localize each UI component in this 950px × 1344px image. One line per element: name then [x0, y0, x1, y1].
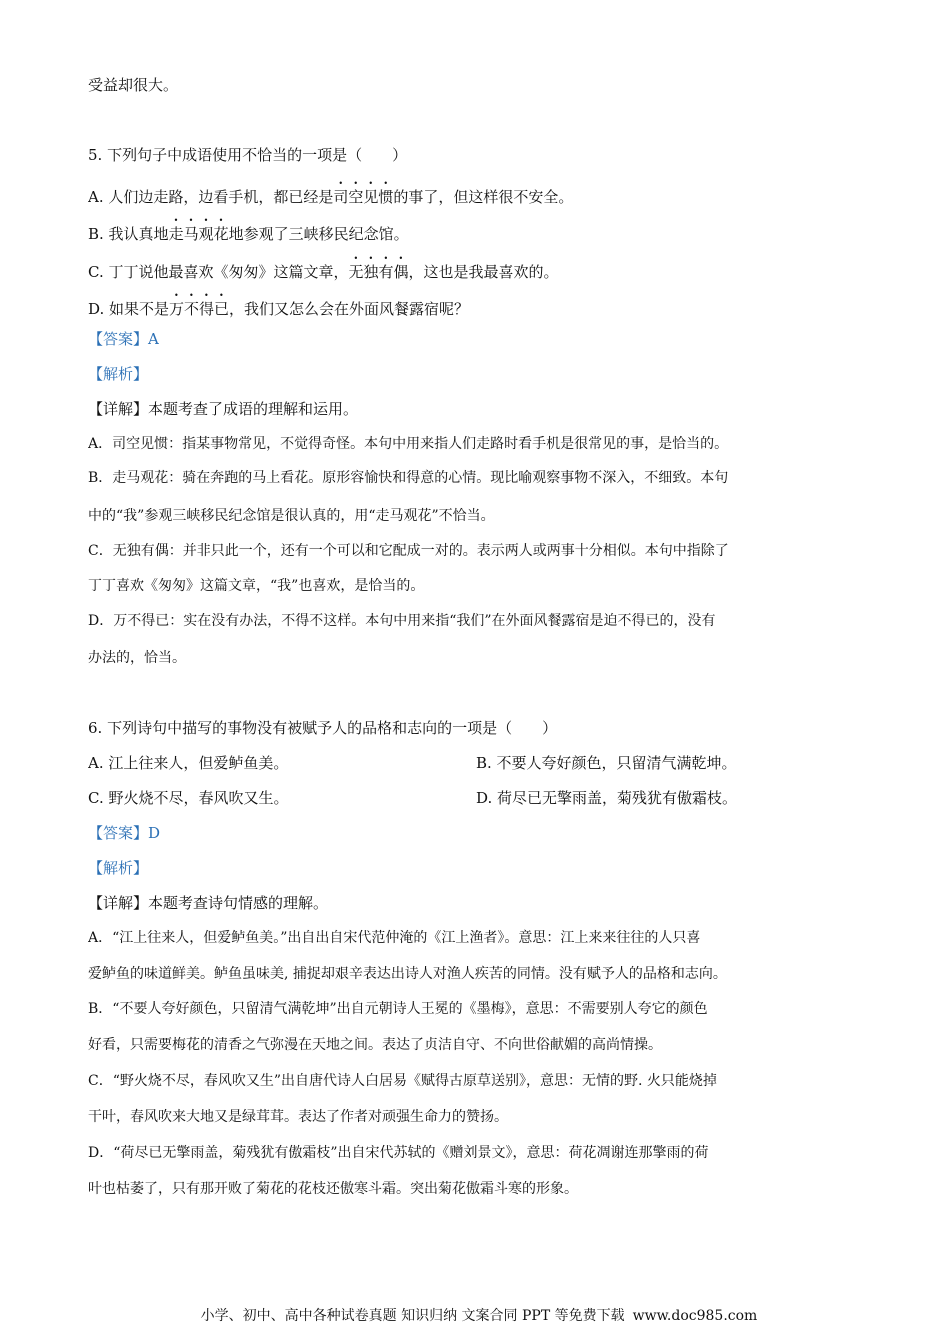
question-5-option-c: C. 丁丁说他最喜欢《匆匆》这篇文章，无独有偶，这也是我最喜欢的。 [88, 263, 559, 281]
question-5-option-a: A. 人们边走路，边看手机，都已经是司空见惯的事了，但这样很不安全。 [88, 188, 574, 206]
question-6-option-b: B. 不要人夸好颜色，只留清气满乾坤。 [476, 754, 737, 772]
question-6-option-a: A. 江上往来人，但爱鲈鱼美。 [88, 754, 289, 772]
question-6-option-d: D. 荷尽已无擎雨盖，菊残犹有傲霜枝。 [476, 789, 738, 807]
idiom-emphasis: 万不得已 [169, 300, 230, 318]
question-5-explain-a: A．司空见惯：指某事物常见，不觉得奇怪。本句中用来指人们走路时看手机是很常见的事，是恰当的。 [88, 436, 729, 452]
question-5-analysis-label: 【解析】 [88, 365, 149, 383]
question-5-explain-d-1: D．万不得已：实在没有办法，不得不这样。本句中用来指“我们”在外面风餐露宿是迫不得已的，没有 [88, 613, 716, 629]
question-5-explain-c-2: 丁丁喜欢《匆匆》这篇文章，“我”也喜欢，是恰当的。 [88, 578, 425, 594]
continuation-text: 受益却很大。 [88, 76, 179, 94]
question-6-explain-a-2: 爱鲈鱼的味道鲜美。鲈鱼虽味美, 捕捉却艰辛表达出诗人对渔人疾苦的同情。没有赋予人的品格和志向。 [88, 966, 727, 982]
question-5-title: 5. 下列句子中成语使用不恰当的一项是（ ） [88, 146, 408, 164]
question-6-option-c: C. 野火烧不尽，春风吹又生。 [88, 789, 289, 807]
question-6-detail: 【详解】本题考查诗句情感的理解。 [88, 894, 329, 912]
question-6-explain-d-1: D．“荷尽已无擎雨盖，菊残犹有傲霜枝”出自宋代苏轼的《赠刘景文》，意思：荷花凋谢连那擎雨的荷 [88, 1145, 709, 1161]
question-5-explain-c-1: C．无独有偶：并非只此一个，还有一个可以和它配成一对的。表示两人或两事十分相似。本句中指除了 [88, 543, 729, 559]
question-6-explain-c-1: C．“野火烧不尽，春风吹又生”出自唐代诗人白居易《赋得古原草送别》，意思：无情的野. 火只能烧掉 [88, 1073, 717, 1089]
footer-text: 小学、初中、高中各种试卷真题 知识归纳 文案合同 PPT 等免费下载 [200, 1308, 625, 1324]
question-5-option-d: D. 如果不是万不得已，我们又怎么会在外面风餐露宿呢？ [88, 300, 470, 318]
question-5-detail: 【详解】本题考查了成语的理解和运用。 [88, 400, 359, 418]
question-5-option-b: B. 我认真地走马观花地参观了三峡移民纪念馆。 [88, 225, 409, 243]
question-6-explain-a-1: A．“江上往来人，但爱鲈鱼美。”出自出自宋代范仲淹的《江上渔者》。意思：江上来来往往的人只喜 [88, 930, 701, 946]
idiom-emphasis: 司空见惯 [333, 188, 394, 206]
question-6-explain-c-2: 干叶，春风吹来大地又是绿茸茸。表达了作者对顽强生命力的赞扬。 [88, 1109, 508, 1125]
idiom-emphasis: 走马观花 [168, 225, 229, 243]
idiom-emphasis: 无独有偶 [348, 263, 409, 281]
page-footer [0, 1306, 950, 1326]
footer-url[interactable]: www.doc985.com [632, 1308, 758, 1324]
question-6-analysis-label: 【解析】 [88, 859, 149, 877]
question-5-explain-b-2: 中的“我”参观三峡移民纪念馆是很认真的，用“走马观花”不恰当。 [88, 508, 495, 524]
question-6-explain-b-2: 好看，只需要梅花的清香之气弥漫在天地之间。表达了贞洁自守、不向世俗献媚的高尚情操。 [88, 1037, 662, 1053]
question-6-answer: 【答案】D [88, 824, 161, 842]
question-5-answer: 【答案】A [88, 330, 159, 348]
question-5-explain-b-1: B．走马观花：骑在奔跑的马上看花。原形容愉快和得意的心情。现比喻观察事物不深入，不细致。本句 [88, 470, 729, 486]
question-6-explain-b-1: B．“不要人夸好颜色，只留清气满乾坤”出自元朝诗人王冕的《墨梅》，意思：不需要别人夸它的颜色 [88, 1001, 708, 1017]
question-6-explain-d-2: 叶也枯萎了，只有那开败了菊花的花枝还傲寒斗霜。突出菊花傲霜斗寒的形象。 [88, 1181, 578, 1197]
question-5-explain-d-2: 办法的，恰当。 [88, 650, 186, 666]
question-6-title: 6. 下列诗句中描写的事物没有被赋予人的品格和志向的一项是（ ） [88, 719, 558, 737]
